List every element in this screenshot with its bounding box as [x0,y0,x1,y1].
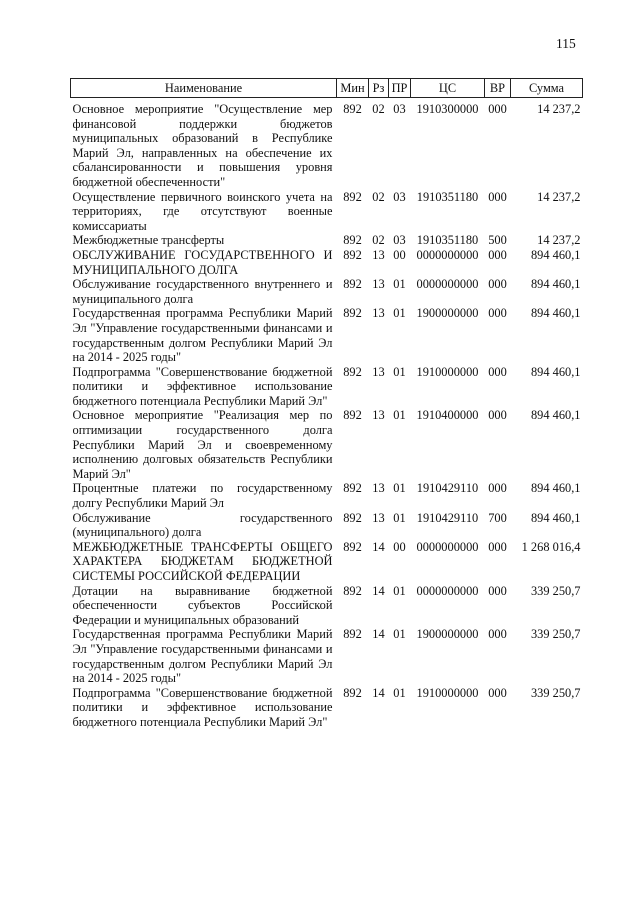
cell-vr: 000 [488,539,507,554]
cell-name: Подпрограмма "Совершенствование бюджетной политики и эффективное использование бюджетного потенциала Республики Марий Эл" [72,685,333,729]
cell-min: 892 [343,277,362,292]
cell-pr: 00 [393,247,406,262]
cell-rz: 13 [372,481,385,496]
cell-pr: 01 [393,408,406,423]
budget-table [70,78,583,730]
cell-cs: 0000000000 [416,583,479,598]
cell-sum: 894 460,1 [530,364,581,379]
cell-rz: 13 [372,408,385,423]
table-row [71,481,583,510]
cell-pr: 03 [393,102,406,116]
cell-sum: 894 460,1 [530,306,581,321]
cell-name: Межбюджетные трансферты [72,233,225,248]
table-row [71,233,583,248]
cell-rz: 13 [372,364,385,379]
header-vr: ВР [485,79,511,98]
table-body [71,98,583,730]
cell-min: 892 [343,481,362,496]
cell-vr: 000 [488,685,507,700]
cell-cs: 1910000000 [416,685,479,700]
cell-vr: 000 [488,627,507,642]
cell-name: ОБСЛУЖИВАНИЕ ГОСУДАРСТВЕННОГО И МУНИЦИПАЛЬНОГО ДОЛГА [72,247,333,277]
table-row [71,248,583,277]
header-cs: ЦС [411,79,485,98]
cell-sum: 339 250,7 [530,627,581,642]
cell-name: Основное мероприятие "Реализация мер по оптимизации государственного долга Республики Марий Эл и своевременному исполнению долговых обязательств Республики Марий Эл" [72,408,333,481]
cell-cs: 0000000000 [416,277,479,292]
cell-vr: 000 [488,247,507,262]
table-row [71,365,583,409]
cell-pr: 01 [393,364,406,379]
cell-min: 892 [343,189,362,204]
cell-rz: 14 [372,685,385,700]
table-row [71,190,583,234]
cell-sum: 894 460,1 [530,247,581,262]
cell-cs: 1910300000 [416,102,479,116]
cell-vr: 000 [488,189,507,204]
cell-vr: 000 [488,277,507,292]
cell-rz: 13 [372,247,385,262]
cell-name: Дотации на выравнивание бюджетной обеспеченности субъектов Российской Федерации и муниципальных образований [72,583,333,627]
cell-name: Обслуживание государственного (муниципального) долга [72,510,333,540]
cell-sum: 14 237,2 [537,233,581,248]
header-name: Наименование [71,79,337,98]
cell-cs: 1910000000 [416,364,479,379]
header-pr: ПР [389,79,411,98]
cell-cs: 1910429110 [416,510,479,525]
cell-pr: 03 [393,189,406,204]
table-row [71,584,583,628]
cell-min: 892 [343,364,362,379]
cell-min: 892 [343,627,362,642]
cell-min: 892 [343,233,362,248]
table-row [71,408,583,481]
cell-pr: 00 [393,539,406,554]
cell-rz: 13 [372,510,385,525]
cell-sum: 1 268 016,4 [521,539,581,554]
cell-cs: 1910400000 [416,408,479,423]
cell-name: Процентные платежи по государственному долгу Республики Марий Эл [72,481,333,511]
cell-min: 892 [343,685,362,700]
cell-sum: 894 460,1 [530,510,581,525]
cell-vr: 000 [488,306,507,321]
cell-min: 892 [343,408,362,423]
cell-cs: 1900000000 [416,306,479,321]
table-row [71,306,583,364]
cell-min: 892 [343,306,362,321]
cell-sum: 14 237,2 [537,189,581,204]
cell-name: Государственная программа Республики Марий Эл "Управление государственными финансами и государственным долгом Республики Марий Эл на 2014 - 2025 годы" [72,627,333,686]
header-sum: Сумма [511,79,583,98]
cell-rz: 14 [372,539,385,554]
cell-pr: 01 [393,627,406,642]
table-row [71,540,583,584]
cell-sum: 339 250,7 [530,685,581,700]
cell-sum: 14 237,2 [537,102,581,116]
cell-min: 892 [343,539,362,554]
cell-sum: 894 460,1 [530,277,581,292]
cell-rz: 13 [372,277,385,292]
cell-vr: 000 [488,102,507,116]
header-row [71,79,583,98]
cell-vr: 500 [488,233,507,248]
cell-vr: 000 [488,408,507,423]
cell-min: 892 [343,583,362,598]
table-row [71,686,583,730]
table-header [71,79,583,98]
cell-rz: 02 [372,233,385,248]
cell-cs: 1900000000 [416,627,479,642]
cell-pr: 03 [393,233,406,248]
table-row [71,277,583,306]
table-row [71,98,583,190]
cell-pr: 01 [393,685,406,700]
cell-pr: 01 [393,277,406,292]
cell-name: Обслуживание государственного внутреннего и муниципального долга [72,277,333,306]
cell-rz: 02 [372,189,385,204]
page-number: 115 [556,36,576,51]
cell-rz: 14 [372,627,385,642]
cell-cs: 0000000000 [416,247,479,262]
cell-cs: 1910351180 [416,189,479,204]
cell-vr: 000 [488,364,507,379]
cell-name: Государственная программа Республики Марий Эл "Управление государственными финансами и государственным долгом Республики Марий Эл на 2014 - 2025 годы" [72,306,333,365]
header-min: Мин [337,79,369,98]
cell-pr: 01 [393,306,406,321]
cell-sum: 894 460,1 [530,481,581,496]
cell-pr: 01 [393,510,406,525]
cell-rz: 13 [372,306,385,321]
cell-min: 892 [343,102,362,116]
cell-name: Основное мероприятие "Осуществление мер финансовой поддержки бюджетов муниципальных образований в Республике Марий Эл, направленных на обеспечение их сбалансированности и повышения уровня бюджетной обеспеченности" [72,102,333,189]
table-row [71,627,583,685]
cell-sum: 339 250,7 [530,583,581,598]
cell-min: 892 [343,247,362,262]
header-rz: Рз [369,79,389,98]
cell-cs: 0000000000 [416,539,479,554]
cell-vr: 000 [488,583,507,598]
cell-min: 892 [343,510,362,525]
cell-vr: 700 [488,510,507,525]
table-row [71,511,583,540]
cell-name: Осуществление первичного воинского учета на территориях, где отсутствуют военные комиссариаты [72,189,333,233]
cell-vr: 000 [488,481,507,496]
cell-name: МЕЖБЮДЖЕТНЫЕ ТРАНСФЕРТЫ ОБЩЕГО ХАРАКТЕРА БЮДЖЕТАМ БЮДЖЕТНОЙ СИСТЕМЫ РОССИЙСКОЙ ФЕДЕРАЦИИ [72,539,333,583]
cell-pr: 01 [393,481,406,496]
cell-cs: 1910429110 [416,481,479,496]
cell-rz: 14 [372,583,385,598]
cell-cs: 1910351180 [416,233,479,248]
cell-rz: 02 [372,102,385,116]
cell-name: Подпрограмма "Совершенствование бюджетной политики и эффективное использование бюджетного потенциала Республики Марий Эл" [72,364,333,408]
cell-pr: 01 [393,583,406,598]
cell-sum: 894 460,1 [530,408,581,423]
